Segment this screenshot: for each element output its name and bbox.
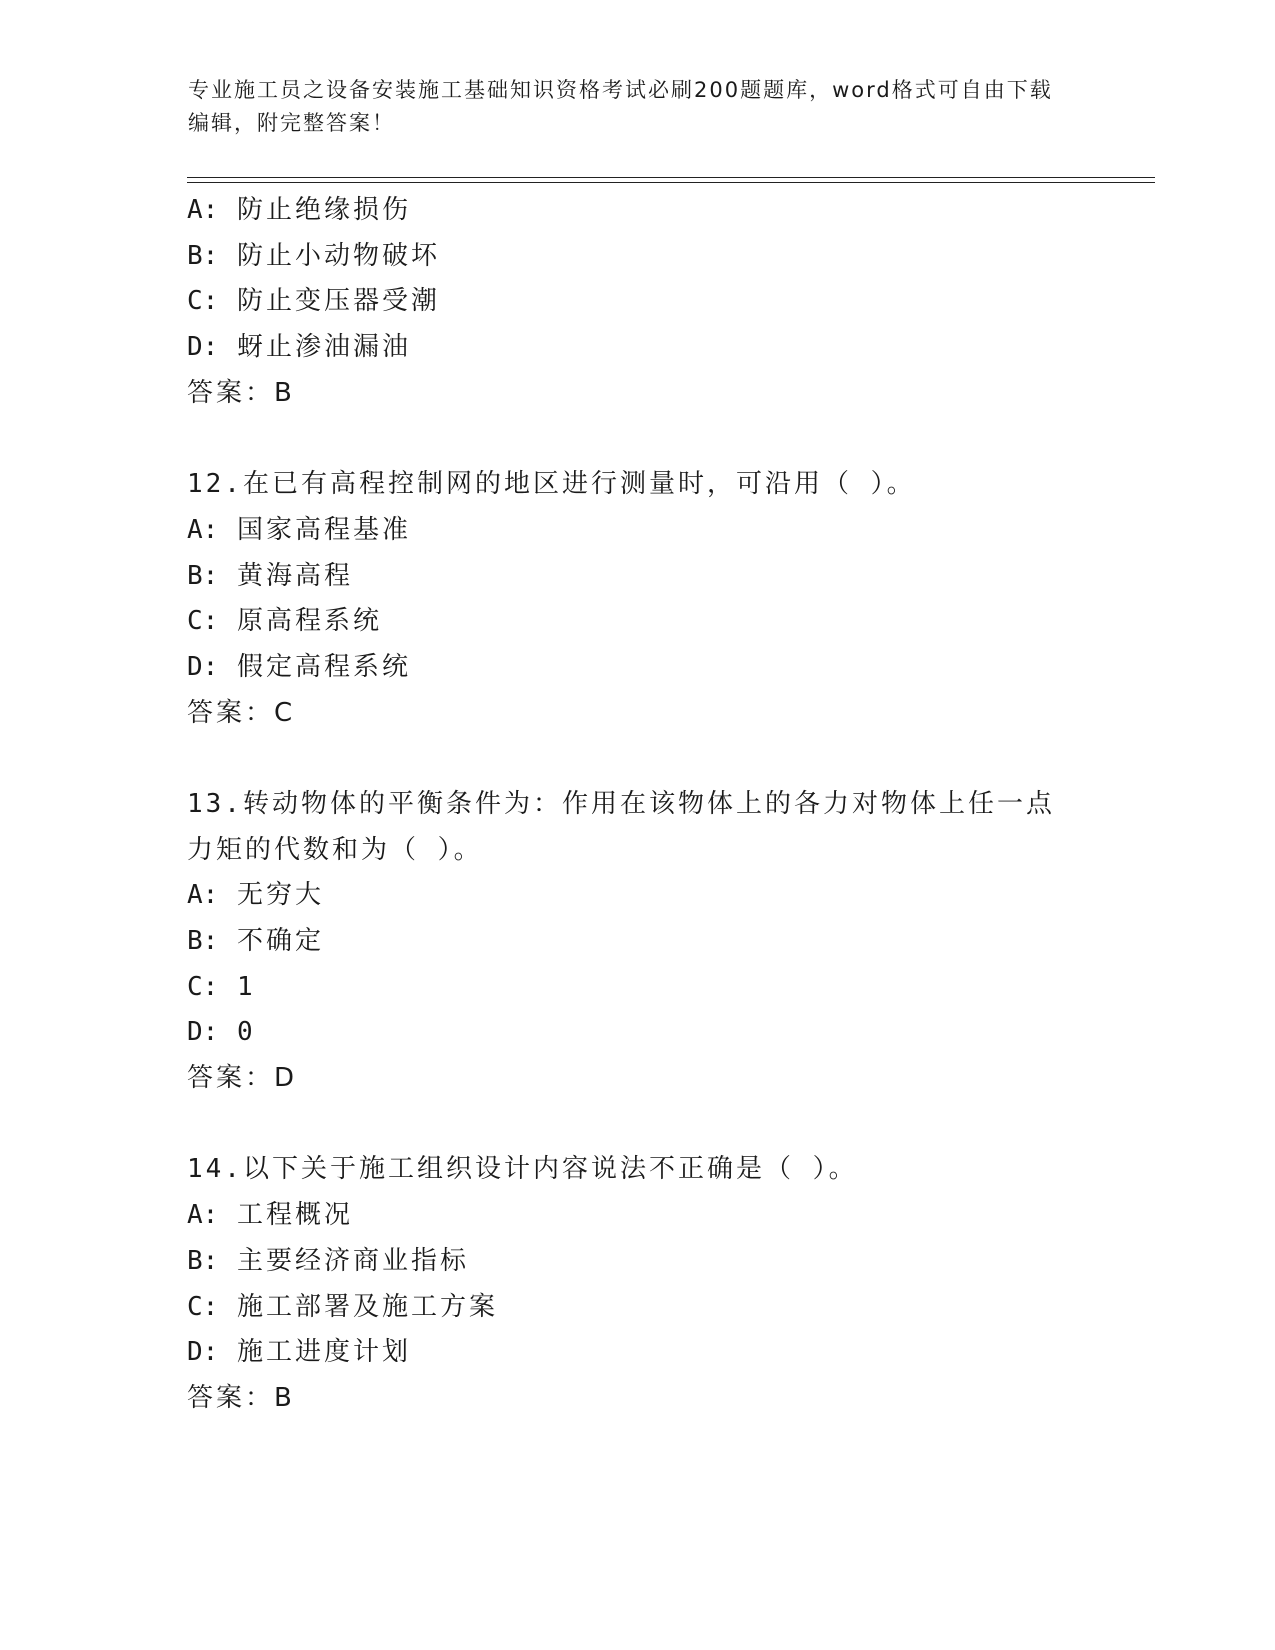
question-stem: 12.在已有高程控制网的地区进行测量时，可沿用（ ）。 (187, 469, 916, 500)
spacer (187, 736, 1107, 782)
option-b: B: 不确定 (187, 926, 324, 957)
option-a: A: 无穷大 (187, 880, 324, 911)
option-d: D: 假定高程系统 (187, 651, 411, 682)
option-a: A: 工程概况 (187, 1200, 353, 1231)
answer-line: 答案：D (187, 1063, 297, 1094)
header-divider-top (187, 177, 1155, 178)
option-a: A: 国家高程基准 (187, 514, 411, 545)
option-c: C: 原高程系统 (187, 606, 382, 637)
answer-line: 答案：B (187, 377, 294, 408)
question-14 (187, 1147, 1107, 1421)
header-divider-bottom (187, 182, 1155, 183)
partial-question (187, 188, 1107, 416)
option-c: C: 防止变压器受潮 (187, 286, 440, 317)
option-d: D: 蚜止渗油漏油 (187, 332, 411, 363)
option-c: C: 1 (187, 971, 256, 1002)
question-12 (187, 462, 1107, 736)
question-content (187, 188, 1107, 1422)
question-stem: 13.转动物体的平衡条件为：作用在该物体上的各力对物体上任一点力矩的代数和为（ ）。 (187, 788, 1055, 865)
spacer (187, 1102, 1107, 1148)
question-13 (187, 782, 1107, 1102)
question-stem: 14.以下关于施工组织设计内容说法不正确是（ ）。 (187, 1154, 858, 1185)
answer-line: 答案：B (187, 1382, 294, 1413)
option-c: C: 施工部署及施工方案 (187, 1291, 498, 1322)
option-b: B: 主要经济商业指标 (187, 1245, 469, 1276)
document-header: 专业施工员之设备安装施工基础知识资格考试必刷200题题库，word格式可自由下载编辑，附完整答案！ (188, 78, 1053, 135)
option-b: B: 黄海高程 (187, 560, 353, 591)
option-a: A: 防止绝缘损伤 (187, 195, 411, 225)
spacer (187, 416, 1107, 462)
option-d: D: 0 (187, 1017, 256, 1048)
option-b: B: 防止小动物破坏 (187, 240, 440, 271)
answer-line: 答案：C (187, 697, 295, 728)
option-d: D: 施工进度计划 (187, 1337, 411, 1368)
